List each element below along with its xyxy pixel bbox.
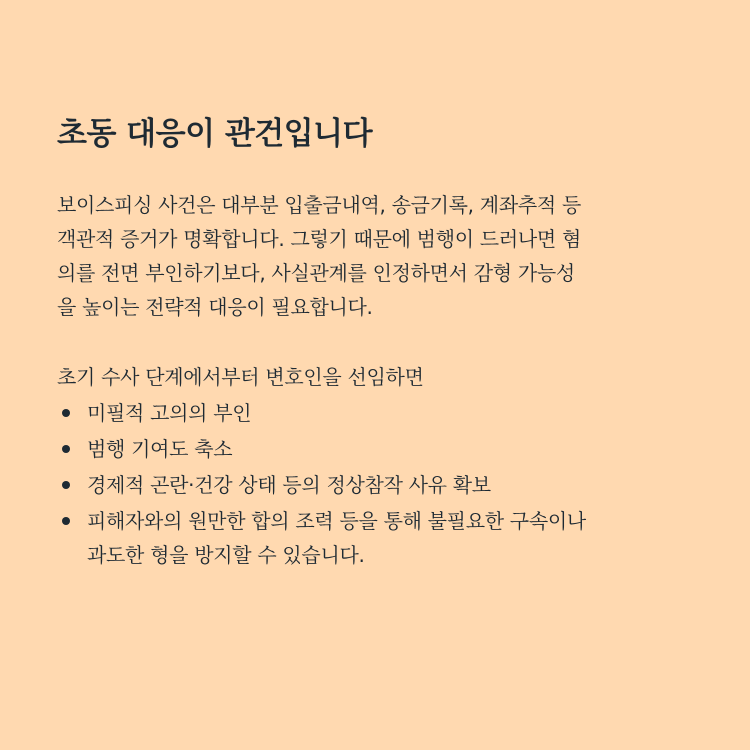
list-item-text: 범행 기여도 축소: [87, 437, 233, 461]
body-paragraph: [57, 188, 707, 324]
list-item: [57, 432, 707, 466]
list-intro: 초기 수사 단계에서부터 변호인을 선임하면: [57, 365, 424, 389]
list-item-text: 피해자와의 원만한 합의 조력 등을 통해 불필요한 구속이나: [87, 509, 586, 533]
bullet-list: [57, 396, 707, 572]
page-title: 초동 대응이 관건입니다: [57, 116, 373, 152]
list-item: [57, 396, 707, 430]
list-item: [57, 468, 707, 502]
list-item-text: 경제적 곤란·건강 상태 등의 정상참작 사유 확보: [87, 473, 491, 497]
bullet-dot-icon: [62, 481, 70, 489]
list-item: [57, 504, 707, 572]
paragraph-line: 을 높이는 전략적 대응이 필요합니다.: [57, 295, 373, 319]
list-item-text: 미필적 고의의 부인: [87, 401, 252, 425]
bullet-dot-icon: [62, 517, 70, 525]
paragraph-line: 보이스피싱 사건은 대부분 입출금내역, 송금기록, 계좌추적 등: [57, 193, 581, 217]
list-item-text: 과도한 형을 방지할 수 있습니다.: [87, 543, 365, 567]
bullet-dot-icon: [62, 409, 70, 417]
paragraph-line: 의를 전면 부인하기보다, 사실관계를 인정하면서 감형 가능성: [57, 261, 575, 285]
bullet-dot-icon: [62, 445, 70, 453]
paragraph-line: 객관적 증거가 명확합니다. 그렇기 때문에 범행이 드러나면 혐: [57, 227, 581, 251]
content-card: [57, 112, 707, 574]
